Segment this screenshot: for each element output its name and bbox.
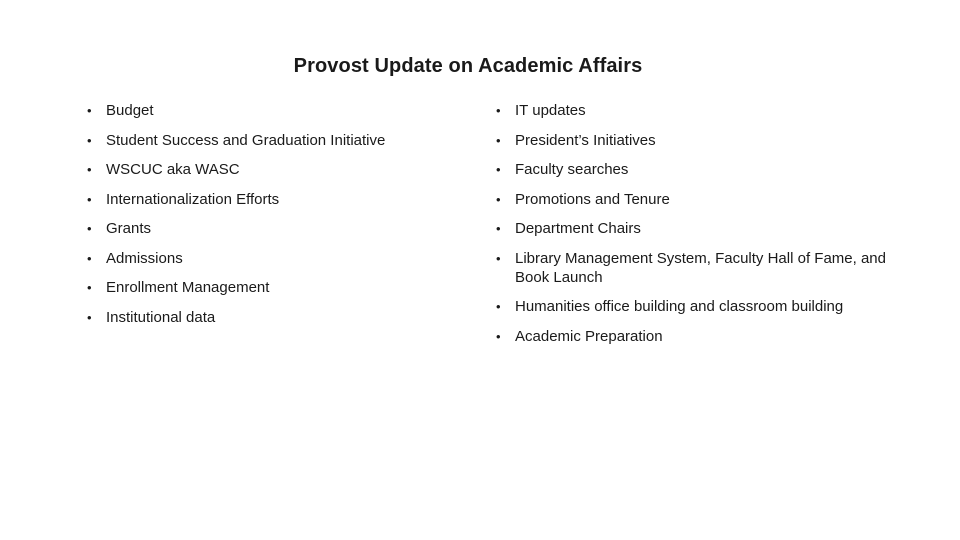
list-item-text: IT updates bbox=[515, 102, 586, 119]
list-item-text: Institutional data bbox=[106, 308, 216, 326]
list-item bbox=[87, 308, 457, 327]
list-item bbox=[87, 278, 457, 297]
bullet-icon: • bbox=[87, 162, 92, 177]
list-item bbox=[87, 101, 457, 120]
list-item-text: Budget bbox=[106, 102, 154, 119]
bullet-icon: • bbox=[87, 221, 92, 236]
list-item bbox=[87, 131, 457, 150]
list-item bbox=[87, 190, 457, 209]
bullet-icon: • bbox=[87, 309, 92, 325]
list-item-text: Promotions and Tenure bbox=[515, 190, 670, 208]
bullet-icon: • bbox=[496, 299, 501, 314]
list-item-text: Humanities office building and classroom building bbox=[515, 298, 844, 315]
bullet-icon: • bbox=[87, 132, 92, 148]
list-item-text: Grants bbox=[106, 220, 152, 237]
list-item bbox=[496, 327, 896, 346]
slide-title: Provost Update on Academic Affairs bbox=[293, 55, 643, 77]
list-item-text: Student Success and Graduation Initiative bbox=[106, 131, 386, 149]
list-item bbox=[87, 219, 457, 238]
list-item-text: WSCUC aka WASC bbox=[106, 161, 240, 178]
bullet-icon: • bbox=[87, 280, 92, 295]
bullet-icon: • bbox=[496, 191, 501, 207]
bullet-icon: • bbox=[496, 221, 501, 236]
right-bullet-list bbox=[496, 101, 896, 356]
list-item-text: Library Management System, Faculty Hall of Fame, and Book Launch bbox=[515, 249, 886, 286]
list-item bbox=[496, 160, 896, 179]
bullet-icon: • bbox=[496, 162, 501, 177]
list-item-text: Department Chairs bbox=[515, 220, 641, 237]
bullet-icon: • bbox=[496, 250, 501, 266]
list-item-text: Internationalization Efforts bbox=[106, 190, 280, 208]
list-item-text: Enrollment Management bbox=[106, 279, 270, 296]
list-item bbox=[496, 190, 896, 209]
bullet-icon: • bbox=[496, 328, 501, 344]
list-item bbox=[87, 249, 457, 268]
list-item bbox=[496, 219, 896, 238]
list-item bbox=[496, 101, 896, 120]
bullet-icon: • bbox=[496, 103, 501, 118]
list-item bbox=[496, 131, 896, 150]
list-item-text: Faculty searches bbox=[515, 161, 629, 178]
bullet-icon: • bbox=[87, 191, 92, 207]
bullet-icon: • bbox=[87, 250, 92, 266]
bullet-icon: • bbox=[87, 103, 92, 118]
list-item-text: Admissions bbox=[106, 249, 183, 267]
list-item-text: President’s Initiatives bbox=[515, 131, 656, 149]
list-item-text: Academic Preparation bbox=[515, 327, 663, 345]
bullet-icon: • bbox=[496, 132, 501, 148]
left-bullet-list bbox=[87, 101, 457, 337]
list-item bbox=[496, 249, 896, 287]
list-item bbox=[87, 160, 457, 179]
list-item bbox=[496, 297, 896, 316]
